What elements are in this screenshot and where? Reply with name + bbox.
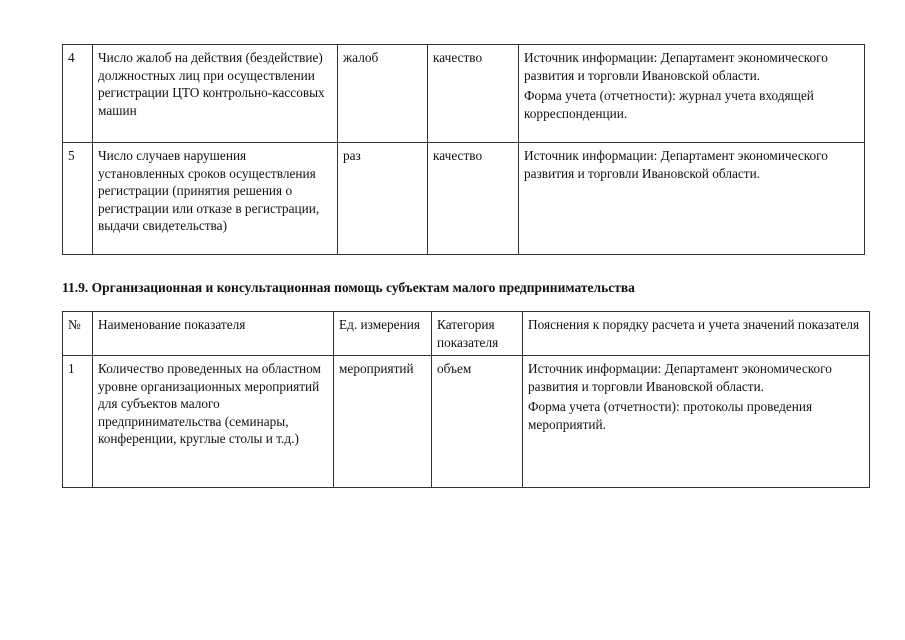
indicator-category: качество: [428, 143, 519, 255]
row-number: 4: [63, 45, 93, 143]
indicator-name: Число жалоб на действия (бездействие) должностных лиц при осуществлении регистрации ЦТО контрольно-кассовых машин: [93, 45, 338, 143]
unit-of-measure: жалоб: [338, 45, 428, 143]
table-row: [63, 356, 870, 488]
table-row: [63, 143, 865, 255]
header-explanation: Пояснения к порядку расчета и учета значений показателя: [523, 312, 870, 356]
table-header-row: [63, 312, 870, 356]
row-number: 1: [63, 356, 93, 488]
header-category: Категория показателя: [432, 312, 523, 356]
header-unit: Ед. измерения: [334, 312, 432, 356]
section-heading: 11.9. Организационная и консультационная помощь субъектам малого предпринимательства: [62, 280, 635, 295]
info-source: Источник информации: Департамент экономического развития и торговли Ивановской области.: [528, 361, 832, 394]
reporting-form: Форма учета (отчетности): протоколы проведения мероприятий.: [528, 399, 813, 432]
reporting-form: Форма учета (отчетности): журнал учета входящей корреспонденции.: [524, 88, 814, 121]
header-name: Наименование показателя: [93, 312, 334, 356]
info-source: Источник информации: Департамент экономического развития и торговли Ивановской области.: [524, 50, 828, 83]
indicator-category: качество: [428, 45, 519, 143]
info-source: Источник информации: Департамент экономического развития и торговли Ивановской области.: [524, 148, 828, 181]
indicators-table-continued: [62, 44, 865, 255]
unit-of-measure: мероприятий: [334, 356, 432, 488]
indicator-name: Количество проведенных на областном уровне организационных мероприятий для субъектов малого предпринимательства (семинары, конференции, круглые столы и т.д.): [93, 356, 334, 488]
row-number: 5: [63, 143, 93, 255]
header-number: №: [63, 312, 93, 356]
calculation-explanation: [523, 356, 870, 488]
indicator-category: объем: [432, 356, 523, 488]
calculation-explanation: [519, 45, 865, 143]
unit-of-measure: раз: [338, 143, 428, 255]
table-row: [63, 45, 865, 143]
indicators-table: [62, 311, 870, 488]
indicator-name: Число случаев нарушения установленных сроков осуществления регистрации (принятия решения о регистрации или отказе в регистрации, выдачи свидетельства): [93, 143, 338, 255]
calculation-explanation: [519, 143, 865, 255]
